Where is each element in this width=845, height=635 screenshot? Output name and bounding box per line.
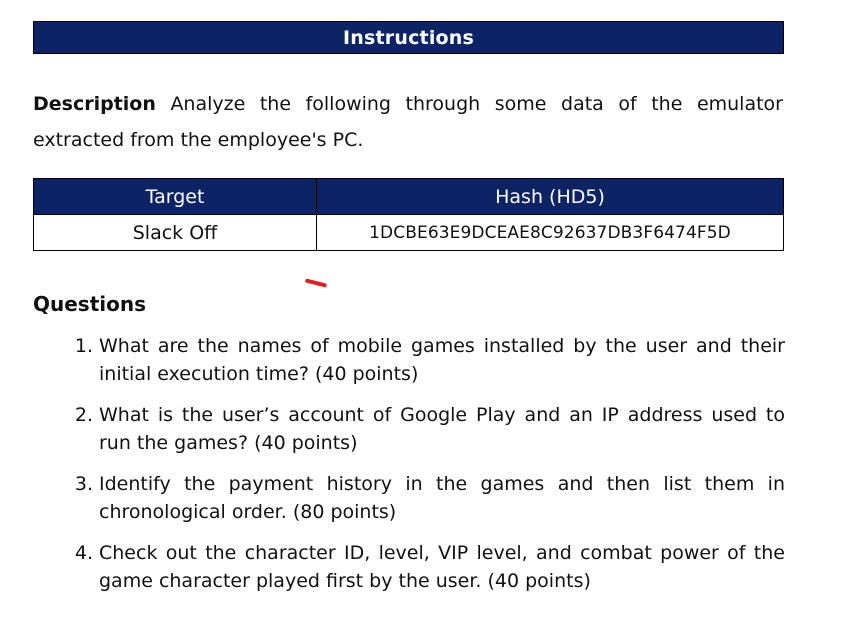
question-text: What are the names of mobile games installed by the user and their initial execution time? (40 points) [99,335,785,385]
cell-target: Slack Off [34,215,317,251]
description-text: Analyze the following through some data of the emulator extracted from the employee's PC. [33,93,783,151]
table-row [34,215,784,251]
list-item [33,539,785,595]
question-text: What is the user’s account of Google Play and an IP address used to run the games? (40 points) [99,404,785,454]
list-item [33,401,785,457]
question-text: Identify the payment history in the games and then list them in chronological order. (80 points) [99,473,785,523]
hash-table [33,178,784,251]
table-header-row [34,179,784,215]
description-paragraph [33,86,783,158]
question-number: 4. [74,542,93,564]
question-text: Check out the character ID, level, VIP level, and combat power of the game character played first by the user. (40 points) [99,542,785,592]
question-number: 3. [74,473,93,495]
list-item [33,470,785,526]
list-item [33,332,785,388]
description-label: Description [33,93,156,115]
question-number: 2. [74,404,93,426]
red-pen-mark [305,278,327,287]
header-hash: Hash (HD5) [317,179,784,215]
questions-heading: Questions [33,292,147,316]
question-number: 1. [74,335,93,357]
cell-hash: 1DCBE63E9DCEAE8C92637DB3F6474F5D [317,215,784,251]
instructions-banner [33,21,784,54]
questions-list [33,332,785,608]
banner-title: Instructions [342,26,475,49]
header-target: Target [34,179,317,215]
